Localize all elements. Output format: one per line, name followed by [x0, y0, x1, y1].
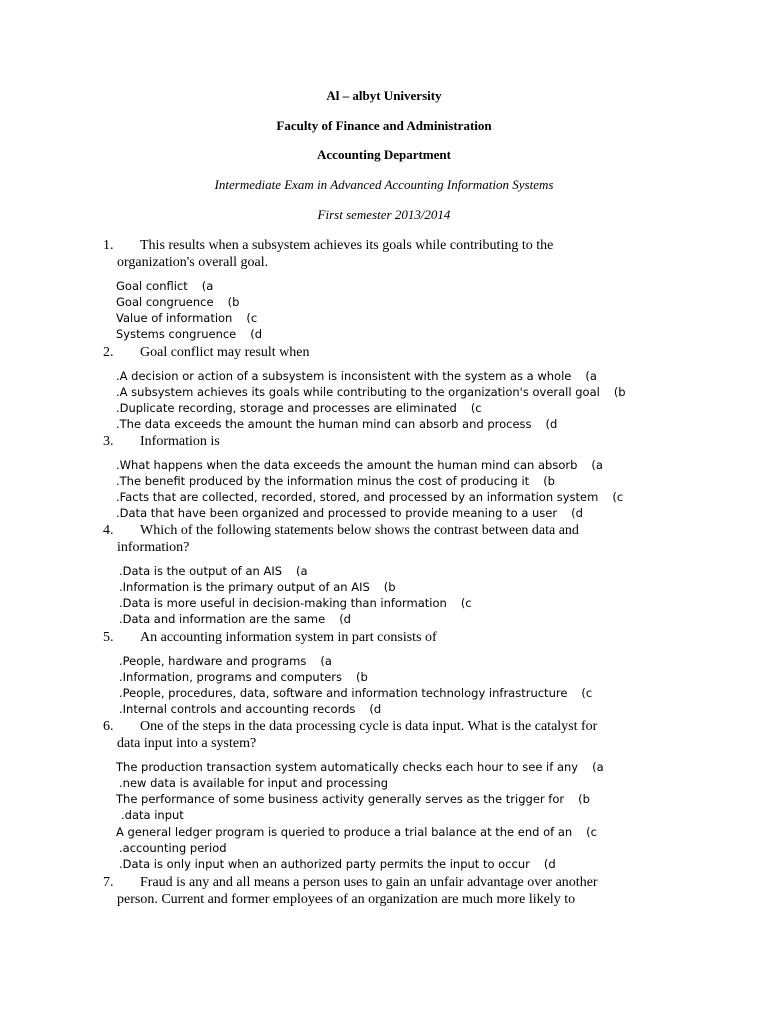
question-text: This results when a subsystem achieves its goals while contributing to the — [140, 238, 554, 253]
option-c: A general ledger program is queried to produce a trial balance at the end of an (c — [116, 825, 597, 839]
option-c-cont: .accounting period — [119, 841, 227, 855]
department-name: Accounting Department — [317, 147, 451, 162]
question-text: Information is — [140, 434, 220, 449]
option-c: .Data is more useful in decision-making than information (c — [119, 596, 472, 610]
question-number: 7. — [103, 875, 114, 890]
question-text: Fraud is any and all means a person uses to gain an unfair advantage over another — [140, 875, 598, 890]
option-b: .Information, programs and computers (b — [119, 670, 368, 684]
question-text-cont: person. Current and former employees of an organization are much more likely to — [117, 892, 576, 907]
exam-title: Intermediate Exam in Advanced Accounting Information Systems — [214, 177, 554, 192]
option-a: The production transaction system automatically checks each hour to see if any (a — [116, 760, 604, 774]
option-a: .A decision or action of a subsystem is inconsistent with the system as a whole (a — [116, 369, 597, 383]
option-c: .Duplicate recording, storage and processes are eliminated (c — [116, 401, 482, 415]
semester: First semester 2013/2014 — [317, 207, 451, 222]
option-b: .Information is the primary output of an AIS (b — [119, 580, 396, 594]
question-number: 4. — [103, 523, 114, 538]
question-text: Goal conflict may result when — [140, 345, 310, 360]
question-text: One of the steps in the data processing cycle is data input. What is the catalyst for — [140, 719, 598, 734]
option-c: .Facts that are collected, recorded, stored, and processed by an information system (c — [116, 490, 624, 504]
option-d: .The data exceeds the amount the human mind can absorb and process (d — [116, 417, 558, 431]
option-c: Value of information (c — [116, 311, 258, 325]
question-text-cont: organization's overall goal. — [117, 255, 269, 270]
question-number: 3. — [103, 434, 114, 449]
question-text-cont: information? — [117, 540, 190, 555]
option-b-cont: .data input — [121, 808, 184, 822]
question-number: 6. — [103, 719, 114, 734]
option-b: The performance of some business activity generally serves as the trigger for (b — [116, 792, 590, 806]
university-name: Al – albyt University — [326, 88, 442, 103]
option-d: .Data and information are the same (d — [119, 612, 351, 626]
option-a-cont: .new data is available for input and processing — [119, 776, 389, 790]
option-b: .The benefit produced by the information minus the cost of producing it (b — [116, 474, 555, 488]
question-text-cont: data input into a system? — [117, 736, 257, 751]
option-d: .Internal controls and accounting records (d — [119, 702, 382, 716]
question-number: 2. — [103, 345, 114, 360]
question-number: 1. — [103, 238, 114, 253]
option-b: .A subsystem achieves its goals while contributing to the organization's overall goal (b — [116, 385, 626, 399]
option-d: .Data that have been organized and processed to provide meaning to a user (d — [116, 506, 583, 520]
option-a: .What happens when the data exceeds the amount the human mind can absorb (a — [116, 458, 603, 472]
question-number: 5. — [103, 630, 114, 645]
option-d: .Data is only input when an authorized party permits the input to occur (d — [119, 857, 556, 871]
question-text: Which of the following statements below shows the contrast between data and — [140, 523, 579, 538]
option-a: .Data is the output of an AIS (a — [119, 564, 308, 578]
question-text: An accounting information system in part consists of — [140, 630, 437, 645]
option-a: Goal conflict (a — [116, 279, 214, 293]
faculty-name: Faculty of Finance and Administration — [276, 118, 492, 133]
option-a: .People, hardware and programs (a — [119, 654, 332, 668]
option-c: .People, procedures, data, software and information technology infrastructure (c — [119, 686, 593, 700]
option-b: Goal congruence (b — [116, 295, 240, 309]
option-d: Systems congruence (d — [116, 327, 263, 341]
